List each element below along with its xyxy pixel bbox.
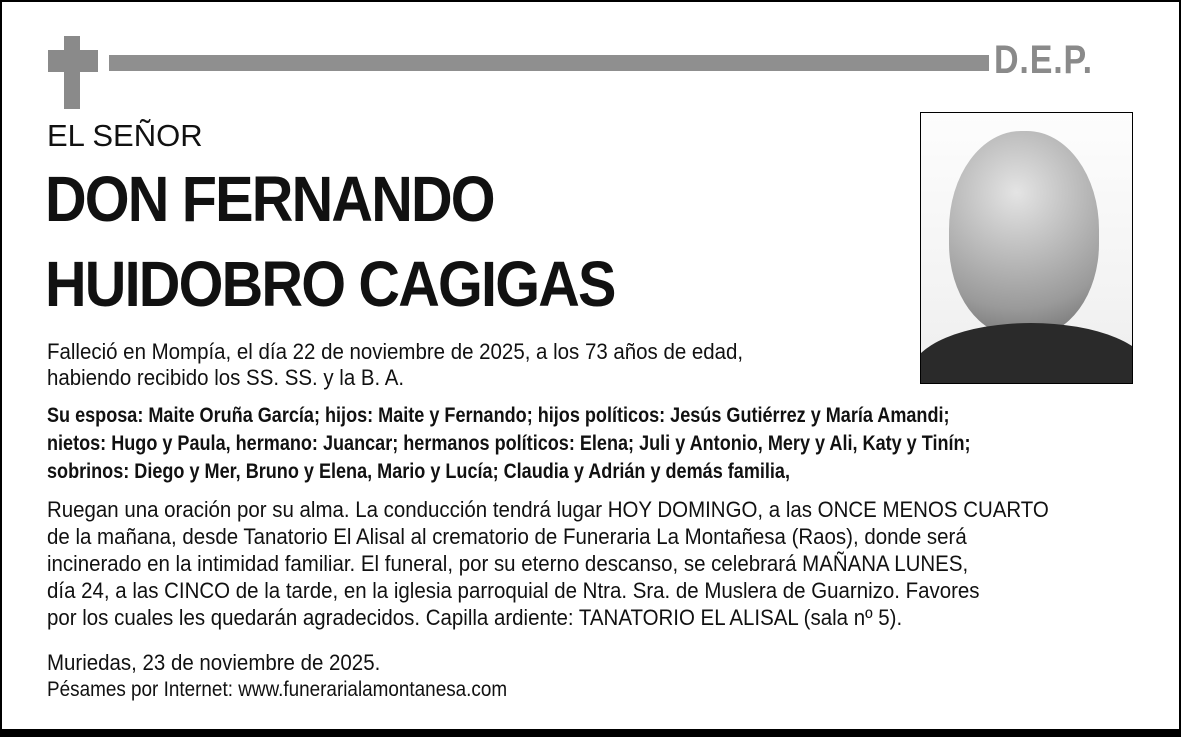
- dep-label: D.E.P.: [994, 38, 1093, 82]
- cross-icon: [64, 36, 80, 109]
- deceased-photo: [920, 112, 1133, 384]
- family-line: Su esposa: Maite Oruña García; hijos: Maite y Fernando; hijos políticos: Jesús Gutiérrez y María Amandi;: [47, 404, 950, 427]
- ceremony-line: por los cuales les quedarán agradecidos. Capilla ardiente: TANATORIO EL ALISAL (sala nº 5).: [47, 605, 903, 630]
- deceased-name-line1: DON FERNANDO: [45, 163, 494, 235]
- death-notice-line: habiendo recibido los SS. SS. y la B. A.: [47, 365, 405, 390]
- cross-icon-arm: [48, 50, 98, 72]
- title-prefix: EL SEÑOR: [47, 118, 203, 153]
- deceased-name-line2: HUIDOBRO CAGIGAS: [45, 248, 615, 320]
- ceremony-line: incinerado en la intimidad familiar. El funeral, por su eterno descanso, se celebrará MAÑANA LUNES,: [47, 551, 969, 576]
- place-date: Muriedas, 23 de noviembre de 2025.: [47, 650, 381, 675]
- photo-shoulders: [920, 323, 1133, 384]
- family-line: nietos: Hugo y Paula, hermano: Juancar; hermanos políticos: Elena; Juli y Antonio, Mery y Ali, Katy y Tinín;: [47, 432, 971, 455]
- ceremony-line: Ruegan una oración por su alma. La conducción tendrá lugar HOY DOMINGO, a las ONCE MENOS CUARTO: [47, 497, 1049, 522]
- death-notice-line: Falleció en Mompía, el día 22 de noviembre de 2025, a los 73 años de edad,: [47, 339, 744, 364]
- header-rule: [109, 55, 989, 71]
- ceremony-line: de la mañana, desde Tanatorio El Alisal al crematorio de Funeraria La Montañesa (Raos), donde será: [47, 524, 967, 549]
- photo-head: [949, 131, 1099, 336]
- condolences-url: Pésames por Internet: www.funerarialamontanesa.com: [47, 678, 508, 701]
- family-line: sobrinos: Diego y Mer, Bruno y Elena, Mario y Lucía; Claudia y Adrián y demás familia,: [47, 460, 790, 483]
- ceremony-line: día 24, a las CINCO de la tarde, en la iglesia parroquial de Ntra. Sra. de Muslera de Guarnizo. Favores: [47, 578, 980, 603]
